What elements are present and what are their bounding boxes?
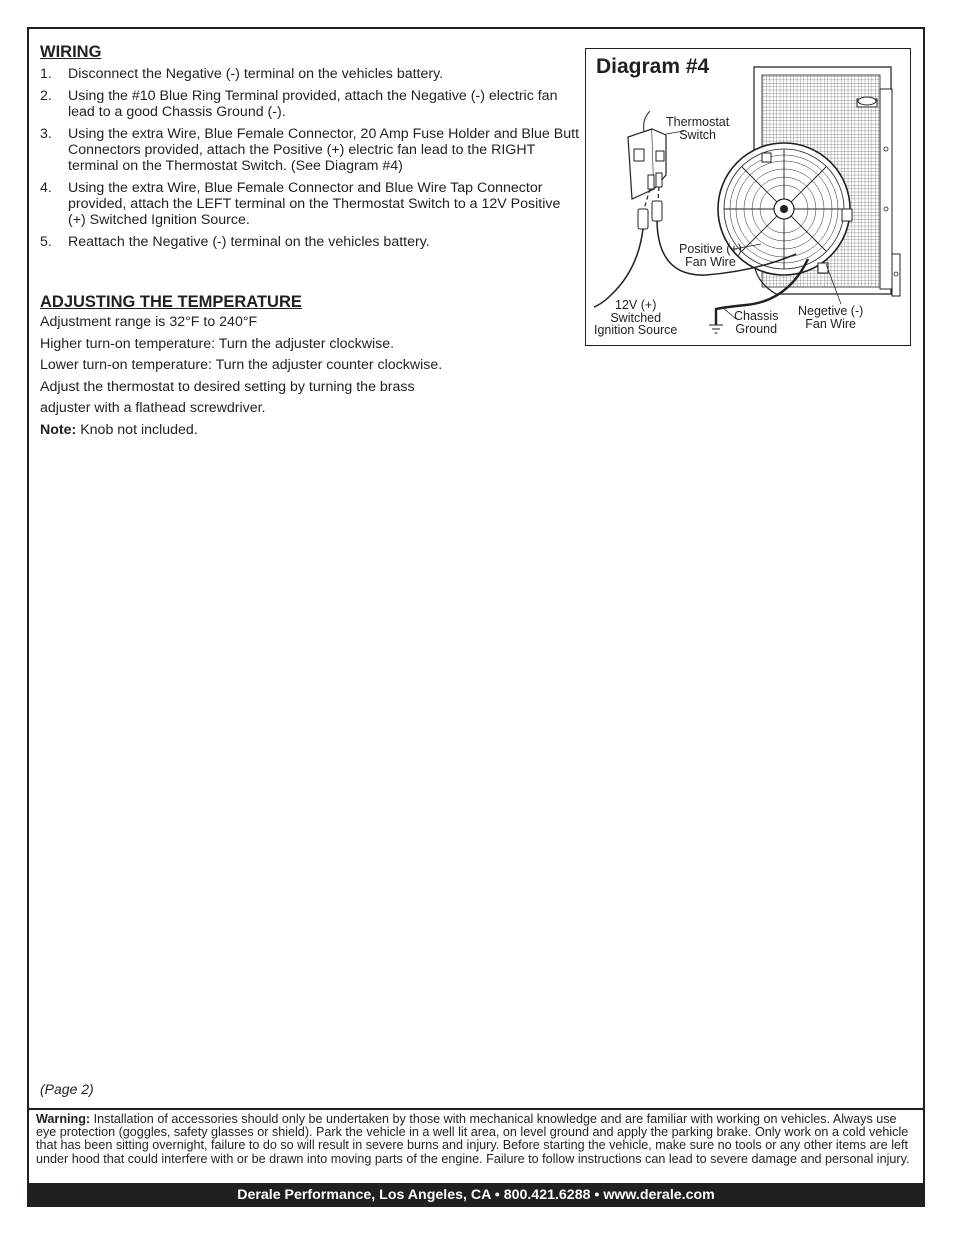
step-number: 1. [40,66,52,82]
note-label: Note: [40,421,77,438]
label-ignition-source: 12V (+) Switched Ignition Source [594,298,678,337]
wiring-heading: WIRING [40,43,102,61]
step-number: 5. [40,234,52,250]
wiring-step [40,66,580,82]
wiring-step [40,180,580,228]
adjusting-line: Adjustment range is 32°F to 240°F [40,314,258,330]
adjusting-section [40,292,580,442]
main-content [40,42,580,442]
adjusting-line: Higher turn-on temperature: Turn the adjuster clockwise. [40,335,395,352]
adjusting-heading: ADJUSTING THE TEMPERATURE [40,293,302,311]
page-number: (Page 2) [40,1081,94,1097]
wiring-step [40,234,580,250]
warning-label: Warning: [36,1112,91,1126]
warning-text: Installation of accessories should only be undertaken by those with mechanical knowledge and are familiar with working on vehicles. Always use eye protection (goggles, safety glasses or shield). Park the vehicle in a well lit area, on level ground and apply the parking brake. Only work on a cold vehicle that has been sitting overnight, failure to do so will result in severe burns and injury. Before starting the vehicle, make sure no tools or any other items are left under hood that could interfere with or be drawn into moving parts of the engine. Failure to follow instructions can lead to severe damage and personal injury. [36,1112,910,1166]
step-number: 2. [40,88,52,104]
step-text: Using the #10 Blue Ring Terminal provided, attach the Negative (-) electric fan lead to a good Chassis Ground (-). [68,88,558,120]
step-number: 4. [40,180,52,196]
wiring-step [40,88,580,120]
adjusting-line: Adjust the thermostat to desired setting by turning the brass [40,378,415,395]
label-negative-fan-wire: Negetive (-) Fan Wire [798,304,864,331]
label-thermostat-switch: Thermostat Switch [666,115,730,142]
wiring-diagram [585,48,911,346]
step-text: Using the extra Wire, Blue Female Connector and Blue Wire Tap Connector provided, attach the LEFT terminal on the Thermostat Switch to a 12V Positive (+) Switched Ignition Source. [68,180,561,228]
wiring-steps [40,66,580,250]
step-text: Disconnect the Negative (-) terminal on the vehicles battery. [68,66,444,82]
note-text: Knob not included. [76,421,198,438]
diagram-title: Diagram #4 [596,55,710,78]
warning-block [36,1113,920,1166]
warning-divider [27,1108,925,1110]
step-text: Reattach the Negative (-) terminal on the vehicles battery. [68,234,430,250]
adjusting-line: Lower turn-on temperature: Turn the adjuster counter clockwise. [40,357,443,374]
label-chassis-ground: Chassis Ground [734,309,779,336]
adjusting-note [40,420,580,442]
label-positive-fan-wire: Positive (+) Fan Wire [679,242,742,269]
step-text: Using the extra Wire, Blue Female Connector, 20 Amp Fuse Holder and Blue Butt Connectors provided, attach the Positive (+) electric fan lead to the RIGHT terminal on the Thermostat Switch. (See Diagram #4) [68,126,580,174]
step-number: 3. [40,126,52,142]
footer-bar: Derale Performance, Los Angeles, CA • 800.421.6288 • www.derale.com [27,1183,925,1207]
adjusting-line: adjuster with a flathead screwdriver. [40,400,266,417]
wiring-step [40,126,580,174]
